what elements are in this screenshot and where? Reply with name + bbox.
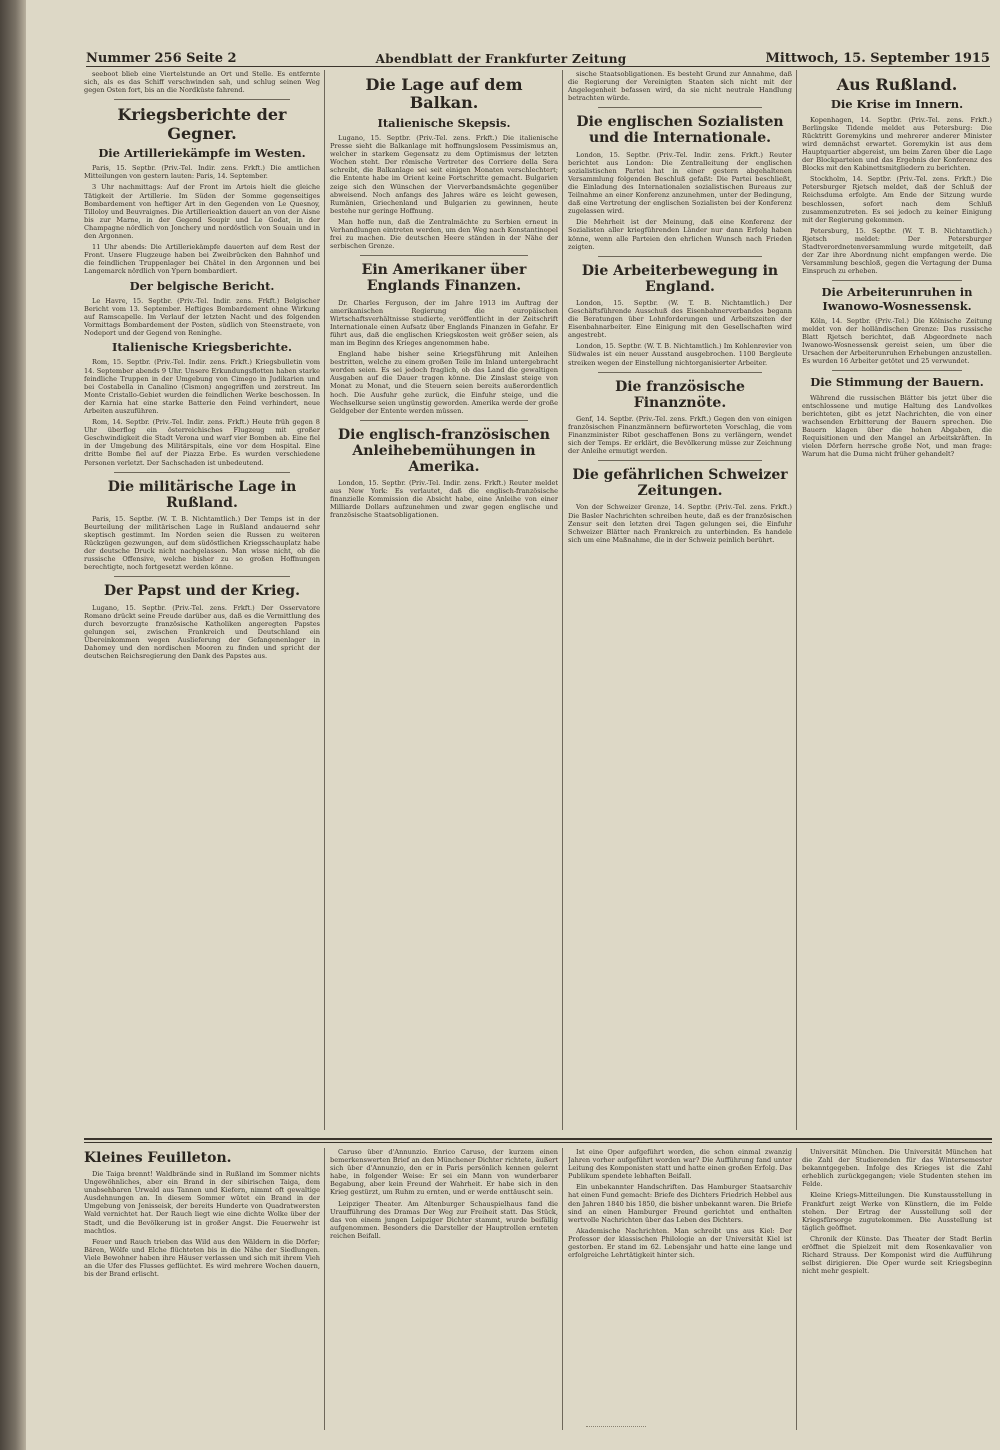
article-paragraph: Lugano, 15. Septbr. (Priv.-Tel. zens. Frkft.) Die italienische Presse sieht die Balkanlage mit hoffnungslosem Pessimismus an, welcher in starkem Gegensatz zu dem Optimismus der letzten Wochen steht. Der römische Vertreter des Corriere della Sera schreibt, die Balkanlage sei seit einigen Monaten verschlechtert; die Entente habe im Orient keine Fortschritte gemacht. Bulgarien zeige sich den Wünschen der Vierverbandsmächte gegenüber abweisend. Noch anfangs des Jahres wäre es leicht gewesen, Rumänien, Griechenland und Bulgarien zu gewinnen, heute bestehe nur geringe Hoffnung.: [330, 134, 558, 215]
divider: [360, 420, 528, 421]
feuilleton-rule: [84, 1138, 992, 1140]
feuilleton-paragraph: Leipziger Theater. Am Altenburger Schauspielhaus fand die Uraufführung des Dramas Der Weg zur Freiheit statt. Das Stück, das von einem jungen Leipziger Dichter stammt, wurde beifällig aufgenommen. Besonders die Darsteller der Hauptrollen ernteten reichen Beifall.: [330, 1199, 558, 1240]
article-paragraph: Dr. Charles Ferguson, der im Jahre 1913 im Auftrag der amerikanischen Regierung die europäischen Wirtschaftsverhältnisse studierte, veröffentlicht in der Zeitschrift Internationale einen Aufsatz über Englands Finanzen in Gefahr. Er führt aus, daß die englischen Kriegskosten weit größer seien, als man im Beginn des Krieges angenommen habe.: [330, 298, 558, 347]
column-1: [84, 70, 320, 1132]
column-rule: [796, 1148, 797, 1430]
column-rule: [324, 70, 325, 1130]
article-headline: Die gefährlichen Schweizer Zeitungen.: [572, 467, 788, 500]
article-paragraph: Paris, 15. Septbr. (Priv.-Tel. Indir. zens. Frkft.) Die amtlichen Mitteilungen von gestern lauten: Paris, 14. September.: [84, 164, 320, 181]
column-3: [568, 70, 792, 1132]
feuilleton-column-2: [330, 1148, 558, 1430]
feuilleton-column-1: [84, 1148, 320, 1430]
masthead: [86, 44, 990, 67]
article-headline: Italienische Kriegsberichte.: [111, 340, 293, 355]
column-rule: [562, 1148, 563, 1430]
divider: [598, 372, 762, 373]
feuilleton-paragraph: Chronik der Künste. Das Theater der Stadt Berlin eröffnet die Spielzeit mit dem Rosenkavalier von Richard Strauss. Der Komponist wird die Aufführung selbst dirigieren. Die Oper wurde seit Kriegsbeginn nicht mehr gespielt.: [802, 1234, 992, 1276]
article-paragraph: 11 Uhr abends: Die Artilleriekämpfe dauerten auf dem Rest der Front. Unsere Flugzeuge haben bei Zweibrücken den Bahnhof und die feindlichen Truppenlager bei Châtel in den Argonnen und bei Langemarck nördlich von Ypern bombardiert.: [84, 243, 320, 276]
article-headline: Die englisch-französischen Anleihebemühungen in Amerika.: [338, 426, 550, 475]
article-subheadline: Italienische Skepsis.: [377, 115, 511, 130]
article-headline: Die Lage auf dem Balkan.: [365, 75, 523, 113]
divider: [832, 370, 962, 371]
article-paragraph: Rom, 15. Septbr. (Priv.-Tel. Indir. zens. Frkft.) Kriegsbulletin vom 14. September abends 9 Uhr. Unsere Erkundungsflotten haben starke feindliche Truppen in der Umgebung von Cimego in Judikarien und bei Costabella in Canalino (Cismon) angegriffen und zerstreut. Im Monte Cristallo-Gebiet wurden die feindlichen Werke beschossen. In der Karnia hat eine starke Batterie den Feind verhindert, neue Arbeiten auszuführen.: [84, 358, 320, 415]
column-2: [330, 70, 558, 1132]
feuilleton-title: Kleines Feuilleton.: [84, 1150, 232, 1166]
column-rule: [324, 1148, 325, 1430]
article-paragraph: London, 15. Septbr. (Priv.-Tel. Indir. zens. Frkft.) Reuter meldet aus New York: Es verlautet, daß die englisch-französische finanzielle Kommission die Absicht habe, eine Anleihe von einer Milliarde Dollars aufzunehmen und zwar gegen englische und französische Staatsobligationen.: [330, 479, 558, 520]
column-rule: [796, 70, 797, 1130]
column-rule: [562, 70, 563, 1130]
article-paragraph: Rom, 14. Septbr. (Priv.-Tel. Indir. zens. Frkft.) Heute früh gegen 8 Uhr überflog ein österreichisches Flugzeug mit großer Geschwindigkeit die Stadt Verona und warf vier Bomben ab. Eine fiel in der Umgebung des Militärspitals, eine vor dem Hospital. Eine dritte Bombe fiel auf der Piazza Erbe. Es wurden verschiedene Personen verletzt. Der Sachschaden ist unbedeutend.: [84, 418, 320, 467]
book-binding: [0, 0, 26, 1450]
feuilleton-paragraph: Caruso über d'Annunzio. Enrico Caruso, der kurzem einen bemerkenswerten Brief an den Münchener Dichter richtete, äußert sich über d'Annunzio, den er in Paris persönlich kennen gelernt habe, in folgender Weise: Er sei ein Mann von wunderbarer Begabung, aber kein Freund der Wahrheit. Er habe sich in den Krieg gestürzt, um Ruhm zu ernten, und er werde enttäuscht sein.: [330, 1148, 558, 1197]
article-headline: Die Artilleriekämpfe im Westen.: [98, 146, 306, 161]
masthead-title: Abendblatt der Frankfurter Zeitung: [375, 52, 627, 66]
section-headline: Kriegsberichte der Gegner.: [117, 105, 287, 143]
article-headline: Der Papst und der Krieg.: [104, 583, 300, 600]
article-headline: Die Stimmung der Bauern.: [810, 375, 984, 390]
article-paragraph: Lugano, 15. Septbr. (Priv.-Tel. zens. Frkft.) Der Osservatore Romano drückt seine Freude darüber aus, daß es die Vermittlung des durch bevorzugte französische Katholiken angeregten Papstes gelungen sei, zwischen Frankreich und Deutschland ein Übereinkommen wegen Auslieferung der Gefangenenlager in Dahomey und den nordischen Mooren zu finden und spricht der deutschen Reichsregierung den Dank des Papstes aus.: [84, 603, 320, 661]
article-paragraph: Von der Schweizer Grenze, 14. Septbr. (Priv.-Tel. zens. Frkft.) Die Basler Nachrichten schreiben heute, daß es der französischen Zensur seit den letzten drei Tagen gelungen sei, die Einfuhr Schweizer Blätter nach Frankreich zu unterbinden. Es handele sich um eine Maßnahme, die in der Schweiz peinlich berührt.: [568, 503, 792, 544]
article-paragraph: Genf, 14. Septbr. (Priv.-Tel. zens. Frkft.) Gegen den von einigen französischen Finanzmännern befürworteten Vorschlag, die vom Finanzminister Ribot geschaffenen Bons zu verlängern, wendet sich der Temps. Er erklärt, die Bevölkerung müsse zur Zeichnung der Anleihe ermutigt werden.: [568, 414, 792, 456]
article-paragraph: Petersburg, 15. Septbr. (W. T. B. Nichtamtlich.) Rjetsch meldet: Der Petersburger Stadtverordnetenversammlung wurde mitgeteilt, daß der Zar ihre Abordnung nicht empfangen werde. Die Versammlung beschloß, gegen die Vertagung der Duma Einspruch zu erheben.: [802, 226, 992, 276]
masthead-page-number: Nummer 256 Seite 2: [86, 51, 237, 66]
article-paragraph: Le Havre, 15. Septbr. (Priv.-Tel. Indir. zens. Frkft.) Belgischer Bericht vom 13. September. Heftiges Bombardement ohne Wirkung auf Ramscapelle. Im Verlauf der letzten Nacht und des folgenden Vormittags Bombardement der Posten, südlich von Steenstraete, von Nodeport und der Gegend von Reninghe.: [84, 296, 320, 338]
article-continuation: sische Staatsobligationen. Es besteht Grund zur Annahme, daß die Regierung der Vereinigten Staaten sich nicht mit der Angelegenheit befassen wird, da sie nicht neutrale Handlung betrachten würde.: [568, 70, 792, 103]
newspaper-page: [26, 0, 1000, 1450]
article-paragraph: London, 15. Septbr. (W. T. B. Nichtamtlich.) Der Geschäftsführende Ausschuß des Eisenbahnerverbandes begann die Beratungen über Lohnforderungen und Arbeitszeiten der Eisenbahnarbeiter. Eine Einigung mit den Gesellschaften wird angestrebt.: [568, 298, 792, 340]
article-paragraph: Stockholm, 14. Septbr. (Priv.-Tel. zens. Frkft.) Die Petersburger Rjetsch meldet, daß der Schluß der Reichsduma erfolgte. Am Ende der Sitzung wurde beschlossen, sofort nach dem Schluß zusammenzutreten. Es sei jedoch zu keiner Einigung mit der Regierung gekommen.: [802, 175, 992, 224]
article-paragraph: England habe bisher seine Kriegsführung mit Anleihen bestritten, welche zu einem großen Teile im Inland untergebracht worden seien. Es sei jedoch fraglich, ob das Land die gewaltigen Ausgaben auf die Dauer tragen könne. Die Zinslast steige von Monat zu Monat, und die Steuern seien bereits außerordentlich hoch. Die Ausfuhr gehe zurück, die Einfuhr steige, und die Wechselkurse seien ungünstig geworden. Amerika werde der große Geldgeber der Entente werden müssen.: [330, 350, 558, 415]
article-paragraph: Paris, 15. Septbr. (W. T. B. Nichtamtlich.) Der Temps ist in der Beurteilung der militärischen Lage in Rußland andauernd sehr skeptisch gestimmt. Im Norden seien die Russen zu weiteren Rückzügen gezwungen, auf dem südöstlichen Kriegsschauplatz habe der deutsche Druck nicht nachgelassen. Man wisse nicht, ob die russische Offensive, welche bisher zu so großen Hoffnungen berechtigte, noch fortgesetzt werden könne.: [84, 514, 320, 572]
article-headline: Die englischen Sozialisten und die Internationale.: [576, 114, 784, 147]
article-continuation: seeboot blieb eine Viertelstunde an Ort und Stelle. Es entfernte sich, als es das Schiff verschwinden sah, und schlug seinen Weg gegen Osten fort, bis an die Nordküste fahrend.: [84, 70, 320, 95]
article-paragraph: London, 15. Septbr. (Priv.-Tel. Indir. zens. Frkft.) Reuter berichtet aus London: Die Zentralleitung der englischen sozialistischen Partei hat in einer gestern abgehaltenen Versammlung folgenden Beschluß gefaßt: Die Partei beschließt, die Einladung des Internationalen sozialistischen Bureaus zur Teilnahme an einer Konferenz anzunehmen, unter der Bedingung, daß eine Vertretung der englischen Sozialisten bei der Konferenz zugelassen wird.: [568, 150, 792, 216]
column-4: [802, 70, 992, 1132]
article-subheadline: Die Krise im Innern.: [830, 97, 964, 112]
article-headline: Die Arbeiterbewegung in England.: [581, 262, 779, 295]
section-headline: Aus Rußland.: [836, 75, 958, 94]
article-headline: Die Arbeiterunruhen in Iwanowo-Wosnessensk.: [821, 285, 973, 313]
feuilleton-paragraph: Kleine Kriegs-Mitteilungen. Die Kunstausstellung in Frankfurt zeigt Werke von Künstlern, die im Felde stehen. Der Ertrag der Ausstellung soll der Kriegsfürsorge zugutekommen. Die Ausstellung ist täglich geöffnet.: [802, 1191, 992, 1232]
divider: [598, 256, 762, 257]
divider: [114, 99, 290, 100]
feuilleton-paragraph: Akademische Nachrichten. Man schreibt uns aus Kiel: Der Professor der klassischen Philologie an der Universität Kiel ist gestorben. Er stand im 62. Lebensjahr und hatte eine lange und erfolgreiche Lehrtätigkeit hinter sich.: [568, 1226, 792, 1260]
feuilleton-column-3: [568, 1148, 792, 1430]
article-paragraph: Köln, 14. Septbr. (Priv.-Tel.) Die Kölnische Zeitung meldet von der holländischen Grenze: Das russische Blatt Rjetsch berichtet, daß Abgeordnete nach Iwanowo-Wosnessensk gereist seien, um über die Ursachen der Arbeiterunruhen Erhebungen anzustellen. Es wurden 16 Arbeiter getötet und 25 verwundet.: [802, 316, 992, 366]
article-headline: Ein Amerikaner über Englands Finanzen.: [361, 262, 527, 295]
feuilleton-paragraph: Ist eine Oper aufgeführt worden, die schon einmal zwanzig Jahren vorher aufgeführt worden war? Die Aufführung fand unter Leitung des Komponisten statt und hatte einen großen Erfolg. Das Publikum spendete lebhaften Beifall.: [568, 1148, 792, 1181]
article-paragraph: 3 Uhr nachmittags: Auf der Front im Artois hielt die gleiche Tätigkeit der Artillerie. Im Süden der Somme gegenseitiges Bombardement von heftiger Art in den Gegenden von Le Quesnoy, Tilloloy und Beuvraignes. Die Artillerieaktion dauert an von der Aisne bis zur Marne, in der Gegend Soupir und Le Godat, in der Champagne nördlich von Jonchery und nordöstlich von Souain und in den Argonnen.: [84, 183, 320, 241]
feuilleton-paragraph: Die Taiga brennt! Waldbrände sind in Rußland im Sommer nichts Ungewöhnliches, aber ein Brand in der sibirischen Taiga, dem unabsehbaren Urwald aus Tannen und Kiefern, nimmt oft gewaltige Ausdehnungen an. In diesem Sommer wütet ein Brand in der Umgebung von Jenisseisk, der bereits Hunderte von Quadratwersten Wald vernichtet hat. Der Rauch liegt wie eine dichte Wolke über der Stadt, und die Bevölkerung ist in großer Angst. Die Feuerwehr ist machtlos.: [84, 1170, 320, 1235]
feuilleton-column-4: [802, 1148, 992, 1430]
feuilleton-paragraph: Feuer und Rauch trieben das Wild aus den Wäldern in die Dörfer; Bären, Wölfe und Elche flüchteten bis in die Nähe der Siedlungen. Viele Bewohner haben ihre Häuser verlassen und sich mit ihrem Vieh an die Ufer des Flusses geflüchtet. Es wird mehrere Wochen dauern, bis der Brand erlischt.: [84, 1237, 320, 1279]
article-paragraph: Die Mehrheit ist der Meinung, daß eine Konferenz der Sozialisten aller kriegführenden Länder nur dann Erfolg haben könne, wenn alle Parteien den ehrlichen Wunsch nach Frieden zeigten.: [568, 218, 792, 251]
article-paragraph: London, 15. Septbr. (W. T. B. Nichtamtlich.) Im Kohlenrevier von Südwales ist ein neuer Ausstand ausgebrochen. 1100 Bergleute streiken wegen der Einstellung nichtorganisierter Arbeiter.: [568, 342, 792, 367]
divider: [114, 472, 290, 473]
fold-mark: [586, 1426, 646, 1431]
feuilleton-paragraph: Universität München. Die Universität München hat die Zahl der Studierenden für das Wintersemester bekanntgegeben. Infolge des Krieges ist die Zahl erheblich zurückgegangen; viele Studenten stehen im Felde.: [802, 1148, 992, 1189]
divider: [598, 460, 762, 461]
divider: [832, 280, 962, 281]
feuilleton-rule: [84, 1142, 992, 1143]
feuilleton-paragraph: Ein unbekannter Handschriften. Das Hamburger Staatsarchiv hat einen Fund gemacht: Briefe des Dichters Friedrich Hebbel aus den Jahren 1840 bis 1850, die bisher unbekannt waren. Die Briefe sind an einen Hamburger Freund gerichtet und enthalten wertvolle Nachrichten über das Leben des Dichters.: [568, 1183, 792, 1224]
article-paragraph: Während die russischen Blätter bis jetzt über die entschlossene und mutige Haltung des Landvolkes berichteten, gibt es jetzt Nachrichten, die von einer wachsenden Erbitterung der Bauern sprechen. Die Bauern klagen über die hohen Abgaben, die Requisitionen und den Mangel an Arbeitskräften. In vielen Dörfern herrsche große Not, und man frage: Warum hat die Duma nicht früher gehandelt?: [802, 393, 992, 459]
article-headline: Die militärische Lage in Rußland.: [107, 478, 297, 511]
article-headline: Die französische Finanznöte.: [615, 378, 745, 411]
article-paragraph: Kopenhagen, 14. Septbr. (Priv.-Tel. zens. Frkft.) Berlingske Tidende meldet aus Petersburg: Die Rücktritt Goremykins und mehrerer anderer Minister wird demnächst erwartet. Goremykin ist aus dem Hauptquartier abgereist, um beim Zaren über die Lage der Blockparteien und das Ergebnis der Konferenz des Blocks mit den Kabinettsmitgliedern zu berichten.: [802, 115, 992, 173]
divider: [360, 255, 528, 256]
divider: [598, 107, 762, 108]
divider: [114, 576, 290, 577]
masthead-date: Mittwoch, 15. September 1915: [765, 51, 990, 66]
article-headline: Der belgische Bericht.: [129, 278, 275, 293]
article-paragraph: Man hoffe nun, daß die Zentralmächte zu Serbien erneut in Verhandlungen eintreten werden, um den Weg nach Konstantinopel frei zu machen. Die deutschen Heere ständen in der Nähe der serbischen Grenze.: [330, 217, 558, 251]
